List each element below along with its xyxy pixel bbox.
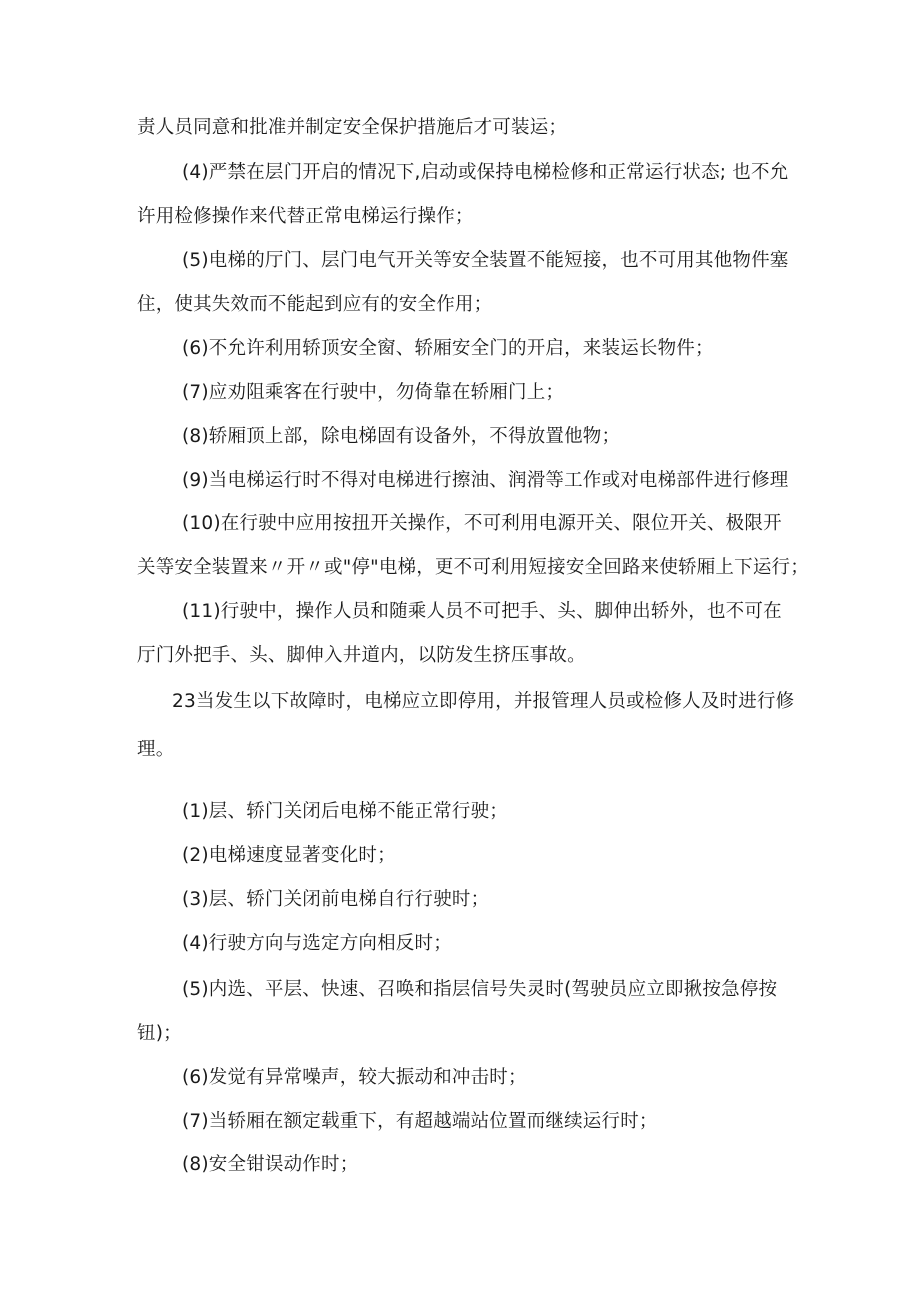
text-line: (1)层、轿门关闭后电梯不能正常行驶； — [182, 801, 509, 822]
text-line: (10)在行驶中应用按扭开关操作，不可利用电源开关、限位开关、极限开 — [182, 513, 782, 534]
text-line: (4)严禁在层门开启的情况下,启动或保持电梯检修和正常运行状态; 也不允 — [182, 162, 789, 183]
text-line: 厅门外把手、头、脚伸入井道内，以防发生挤压事故。 — [137, 645, 586, 666]
text-line: 关等安全装置来〃开〃或"停"电梯，更不可利用短接安全回路来使轿厢上下运行； — [137, 557, 809, 578]
text-line: 23当发生以下故障时，电梯应立即停用，并报管理人员或检修人及时进行修 — [172, 691, 795, 712]
text-line: 理。 — [137, 739, 175, 760]
text-line: (8)轿厢顶上部，除电梯固有设备外，不得放置他物； — [182, 426, 621, 447]
text-line: (7)应劝阻乘客在行驶中，勿倚靠在轿厢门上； — [182, 382, 565, 403]
text-line: (7)当轿厢在额定载重下，有超越端站位置而继续运行时； — [182, 1111, 658, 1132]
text-line: (9)当电梯运行时不得对电梯进行擦油、润滑等工作或对电梯部件进行修理 — [182, 470, 789, 491]
text-line: 钮)； — [137, 1023, 182, 1044]
text-line: (6)发觉有异常噪声，较大振动和冲击时； — [182, 1067, 527, 1088]
text-line: (3)层、轿门关闭前电梯自行行驶时； — [182, 889, 490, 910]
text-line: (5)电梯的厅门、层门电气开关等安全装置不能短接，也不可用其他物件塞 — [182, 250, 789, 271]
text-line: (11)行驶中，操作人员和随乘人员不可把手、头、脚伸出轿外，也不可在 — [182, 601, 782, 622]
text-line: (4)行驶方向与选定方向相反时； — [182, 933, 452, 954]
text-line: 许用检修操作来代替正常电梯运行操作； — [137, 206, 474, 227]
text-line: 住，使其失效而不能起到应有的安全作用； — [137, 294, 493, 315]
text-line: (8)安全钳误动作时； — [182, 1154, 359, 1175]
text-line: 责人员同意和批准并制定安全保护措施后才可装运； — [137, 117, 568, 138]
text-line: (6)不允许利用轿顶安全窗、轿厢安全门的开启，来装运长物件； — [182, 338, 714, 359]
text-line: (2)电梯速度显著变化时； — [182, 845, 396, 866]
text-line: (5)内选、平层、快速、召唤和指层信号失灵时(驾驶员应立即揪按急停按 — [182, 979, 778, 1000]
